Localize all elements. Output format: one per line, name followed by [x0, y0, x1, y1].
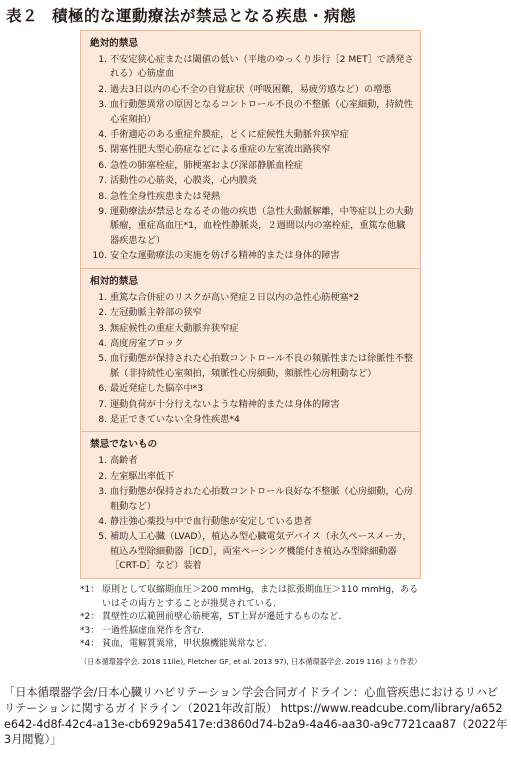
item-text: 手術適応のある重症弁膜症，とくに症候性大動脈弁狭窄症	[110, 129, 349, 141]
item-number: 7.	[98, 175, 107, 187]
list-item	[90, 382, 414, 396]
item-text: 急性の肺塞栓症，肺梗塞および深部静脈血栓症	[110, 159, 303, 171]
footnotes	[80, 584, 425, 667]
item-text: 運動療法が禁忌となるその他の疾患（急性大動脈解離，中等症以上の大動脈瘤，重症高血圧*1，血栓性静脈炎，２週間以内の塞栓症，重篤な他臓器疾患など）	[110, 206, 414, 246]
list-item	[90, 398, 414, 412]
footnote	[80, 625, 425, 639]
item-text: 安全な運動療法の実施を妨げる精神的または身体的障害	[110, 250, 340, 262]
list-item	[90, 83, 414, 97]
item-text: 過去3日以内の心不全の自覚症状（呼吸困難，易疲労感など）の増悪	[110, 83, 392, 95]
item-text: 閉塞性肥大型心筋症などによる重症の左室流出路狭窄	[110, 144, 331, 156]
table-number: 表２	[6, 7, 39, 25]
section-heading: 相対的禁忌	[90, 275, 138, 287]
item-text: 左室駆出率低下	[110, 470, 175, 482]
item-number: 1.	[98, 455, 107, 467]
item-number: 1.	[98, 291, 107, 303]
footnote-text: 貫壁性の広範囲前壁心筋梗塞，ST上昇が遷延するものなど.	[102, 612, 342, 623]
list-item	[90, 515, 414, 529]
list-item	[90, 53, 414, 82]
item-text: 不安定狭心症または閾値の低い（平地のゆっくり歩行［2 MET］で誘発される）心筋虚血	[110, 54, 414, 80]
list-item	[90, 454, 414, 468]
table-section	[81, 269, 420, 433]
list-item	[90, 143, 414, 157]
item-number: 6.	[98, 383, 107, 395]
item-text: 高度房室ブロック	[110, 337, 184, 349]
section-heading: 絶対的禁忌	[90, 38, 138, 49]
item-text: 補助人工心臓（LVAD），植込み型心臓電気デバイス（永久ペースメーカ，植込み型除細動器［ICD］，両室ペーシング機能付き植込み型除細動器［CRT-D］など）装着	[110, 531, 412, 572]
list-item	[90, 205, 414, 248]
list-item	[90, 174, 414, 188]
item-number: 5.	[98, 353, 107, 365]
list-item	[90, 485, 414, 514]
list-item	[90, 159, 414, 173]
list-item	[90, 470, 414, 484]
table-title-text: 積極的な運動療法が禁忌となる疾患・病態	[52, 7, 357, 25]
footnote-mark: *4：	[80, 639, 100, 650]
list-item	[90, 98, 414, 127]
item-number: 2.	[98, 83, 107, 95]
item-text: 運動負荷が十分行えないような精神的または身体的障害	[110, 398, 340, 410]
footnote-mark: *1：	[80, 585, 100, 595]
item-text: 無症候性の重症大動脈弁狭窄症	[110, 322, 239, 334]
item-number: 8.	[98, 190, 107, 202]
table-title	[6, 4, 356, 26]
list-item	[90, 128, 414, 142]
footnote	[80, 611, 425, 625]
item-text: 血行動態が保持された心拍数コントロール不良の頻脈性または徐脈性不整脈（非持続性心室頻拍，頻脈性心房細動，頻脈性心房粗動など）	[110, 353, 414, 379]
footnote-text: 原則として収縮期血圧＞200 mmHg，または拡張期血圧＞110 mmHg，あるいはその両方とすることが推奨されている.	[102, 585, 419, 609]
item-text: 最近発症した脳卒中*3	[110, 383, 204, 395]
table-section	[81, 31, 420, 269]
section-heading: 禁忌でないもの	[90, 439, 158, 451]
item-number: 3.	[98, 486, 107, 498]
table-section	[81, 432, 420, 577]
item-number: 7.	[98, 398, 107, 410]
contraindication-table	[80, 30, 421, 579]
item-number: 1.	[98, 54, 107, 65]
item-text: 重篤な合併症のリスクが高い発症２日以内の急性心筋梗塞*2	[110, 291, 360, 303]
item-number: 6.	[98, 159, 107, 171]
footnote-text: 一過性脳虚血発作を含む.	[102, 625, 204, 636]
list-item	[90, 190, 414, 204]
item-number: 4.	[98, 129, 107, 141]
item-text: 急性全身性疾患または発熱	[110, 190, 221, 202]
list-item	[90, 249, 414, 263]
item-number: 2.	[98, 307, 107, 319]
list-item	[90, 413, 414, 427]
footnote-mark: *2：	[80, 612, 100, 623]
item-text: 左冠動脈主幹部の狭窄	[110, 307, 202, 319]
list-item	[90, 322, 414, 336]
source-citation: （日本循環器学会. 2018 11lle), Fletcher GF, et al. 2013 97), 日本循環器学会. 2019 116) より作表）	[80, 656, 422, 666]
footnote-mark: *3：	[80, 625, 100, 636]
item-number: 2.	[98, 470, 107, 482]
item-number: 9.	[98, 206, 107, 218]
item-number: 3.	[98, 322, 107, 334]
item-text: 血行動態が保持された心拍数コントロール良好な不整脈（心房細動，心房粗動など）	[110, 486, 414, 512]
item-number: 4.	[98, 337, 107, 349]
item-text: 静注強心薬投与中で血行動態が安定している患者	[110, 515, 313, 527]
item-text: 是正できていない全身性疾患*4	[110, 413, 240, 425]
list-item	[90, 306, 414, 320]
item-text: 高齢者	[110, 455, 138, 467]
footnote	[80, 638, 425, 652]
list-item	[90, 530, 414, 573]
item-number: 4.	[98, 515, 107, 527]
item-text: 血行動態異常の原因となるコントロール不良の不整脈（心室細動，持続性心室頻拍）	[110, 99, 414, 125]
source-caption: 「日本循環器学会/日本心臓リハビリテーション学会合同ガイドライン：心血管疾患におけるリハビリテーションに関するガイドライン（2021年改訂版） https://www.readcube.com/library/a652e642-4d8f-42c4-a13e-cb6929a5417e:d3860d74-b2a9-4a46-aa30-a9c7721caa87（2022年3月閲覧）」	[4, 686, 508, 747]
footnote-text: 貧血，電解質異常，甲状腺機能異常など.	[102, 639, 267, 650]
item-number: 3.	[98, 99, 107, 111]
list-item	[90, 291, 414, 305]
list-item	[90, 352, 414, 381]
list-item	[90, 337, 414, 351]
item-number: 10.	[92, 250, 107, 262]
item-number: 5.	[98, 144, 107, 156]
item-number: 8.	[98, 413, 107, 425]
item-text: 活動性の心筋炎，心膜炎，心内膜炎	[110, 175, 257, 187]
footnote	[80, 584, 425, 611]
item-number: 5.	[98, 531, 107, 543]
